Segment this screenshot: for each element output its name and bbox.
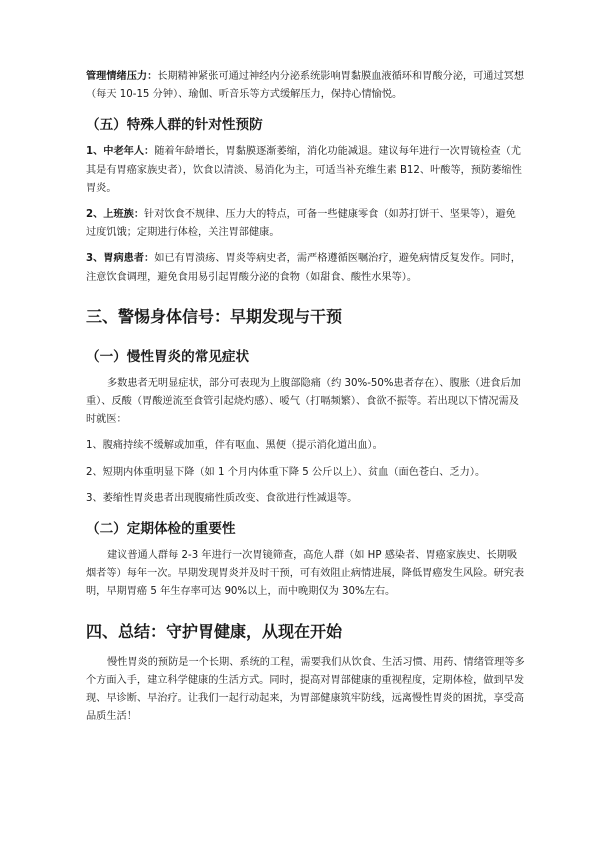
paragraph-text: 长期精神紧张可通过神经内分泌系统影响胃黏膜血液循环和胃酸分泌，可通过冥想（每天 10-15 分钟）、瑜伽、听音乐等方式缓解压力，保持心情愉悦。: [86, 71, 525, 101]
paragraph-stress-management: [86, 68, 526, 104]
list-item-label: 2、上班族：: [86, 209, 145, 221]
paragraph-checkups: 建议普通人群每 2-3 年进行一次胃镜筛查，高危人群（如 HP 感染者、胃癌家族史、长期吸烟者等）每年一次。早期发现胃炎并及时干预，可有效阻止病情进展，降低胃癌发生风险。研究表明，早期胃癌 5 年生存率可达 90%以上，而中晚期仅为 30%左右。: [86, 550, 525, 598]
paragraph-symptoms-intro: 多数患者无明显症状，部分可表现为上腹部隐痛（约 30%-50%患者存在）、腹胀（进食后加重）、反酸（胃酸逆流至食管引起烧灼感）、嗳气（打嗝频繁）、食欲不振等。若出现以下情况需及时就医：: [86, 377, 521, 426]
chapter-heading-warning-signs: 三、警惕身体信号：早期发现与干预: [86, 306, 343, 326]
list-item-text: 随着年龄增长，胃黏膜逐渐萎缩，消化功能减退。建议每年进行一次胃镜检查（尤其是有胃癌家族史者），饮食以清淡、易消化为主，可适当补充维生素 B12、叶酸等，预防萎缩性胃炎。: [86, 146, 522, 194]
list-item-text: 针对饮食不规律、压力大的特点，可备一些健康零食（如苏打饼干、坚果等），避免过度饥饿；定期进行体检，关注胃部健康。: [86, 209, 516, 239]
section-heading-regular-checkups: （二）定期体检的重要性: [86, 521, 236, 538]
list-item-patients: [86, 250, 526, 286]
list-item-symptom: 2、短期内体重明显下降（如 1 个月内体重下降 5 公斤以上）、贫血（面色苍白、乏力）。: [86, 466, 486, 478]
list-item-elderly: [86, 143, 526, 198]
list-item-symptom: 1、腹痛持续不缓解或加重，伴有呕血、黑便（提示消化道出血）。: [86, 440, 383, 452]
list-item-label: 1、中老年人：: [86, 146, 155, 158]
chapter-heading-summary: 四、总结：守护胃健康，从现在开始: [86, 621, 343, 641]
list-item-label: 3、胃病患者：: [86, 253, 155, 265]
paragraph-summary: 慢性胃炎的预防是一个长期、系统的工程，需要我们从饮食、生活习惯、用药、情绪管理等多个方面入手，建立科学健康的生活方式。同时，提高对胃部健康的重视程度，定期体检，做到早发现、早诊断、早治疗。让我们一起行动起来，为胃部健康筑牢防线，远离慢性胃炎的困扰，享受高品质生活！: [86, 656, 525, 723]
section-heading-special-groups: （五）特殊人群的针对性预防: [86, 117, 263, 134]
document-content: [86, 68, 526, 726]
paragraph-label: 管理情绪压力：: [86, 71, 158, 82]
list-item-text: 如已有胃溃疡、胃炎等病史者，需严格遵循医嘱治疗，避免病情反复发作。同时，注意饮食调理，避免食用易引起胃酸分泌的食物（如甜食、酸性水果等）。: [86, 253, 521, 283]
section-heading-common-symptoms: （一）慢性胃炎的常见症状: [86, 348, 250, 365]
list-item-symptom: 3、萎缩性胃炎患者出现腹痛性质改变、食欲进行性减退等。: [86, 492, 358, 504]
list-item-office-workers: [86, 206, 526, 242]
